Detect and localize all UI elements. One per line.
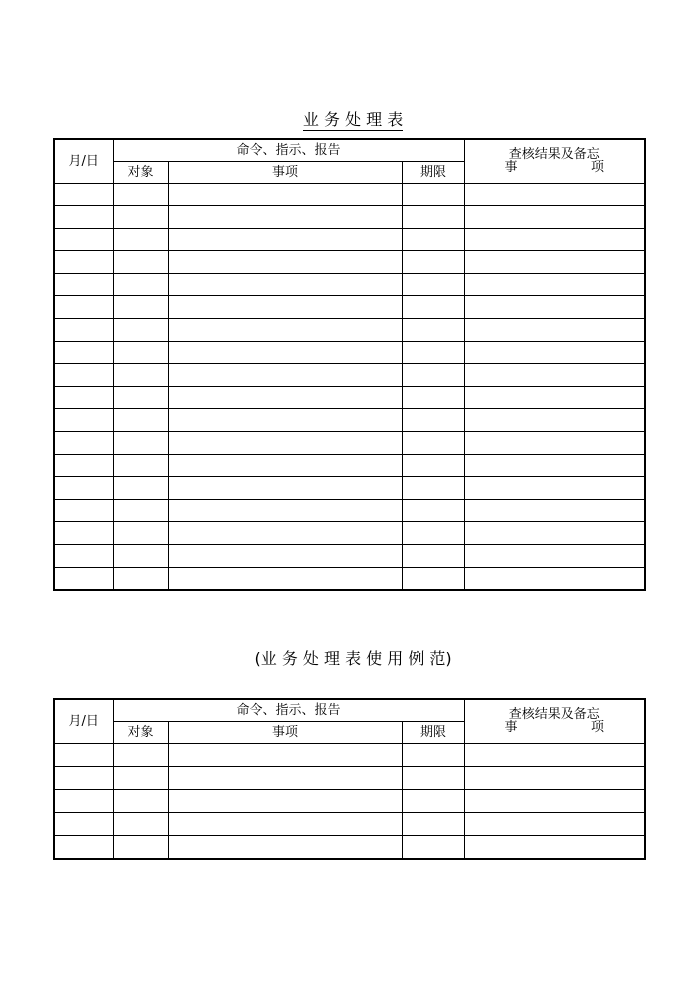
matter-cell[interactable] <box>168 319 402 342</box>
target-cell[interactable] <box>113 789 168 812</box>
target-cell[interactable] <box>113 319 168 342</box>
deadline-cell[interactable] <box>402 206 464 229</box>
matter-cell[interactable] <box>168 386 402 409</box>
matter-cell[interactable] <box>168 273 402 296</box>
remarks-cell[interactable] <box>464 836 645 859</box>
deadline-cell[interactable] <box>402 409 464 432</box>
target-cell[interactable] <box>113 341 168 364</box>
target-cell[interactable] <box>113 499 168 522</box>
target-cell[interactable] <box>113 545 168 568</box>
target-cell[interactable] <box>113 364 168 387</box>
remarks-cell[interactable] <box>464 477 645 500</box>
matter-cell[interactable] <box>168 545 402 568</box>
date-cell[interactable] <box>54 567 113 590</box>
remarks-cell[interactable] <box>464 567 645 590</box>
matter-cell[interactable] <box>168 251 402 274</box>
date-cell[interactable] <box>54 206 113 229</box>
target-cell[interactable] <box>113 454 168 477</box>
matter-cell[interactable] <box>168 296 402 319</box>
date-header: 月/日 <box>54 699 113 743</box>
date-cell[interactable] <box>54 522 113 545</box>
date-cell[interactable] <box>54 341 113 364</box>
target-cell[interactable] <box>113 477 168 500</box>
date-cell[interactable] <box>54 789 113 812</box>
matter-header: 事项 <box>168 721 402 743</box>
deadline-cell[interactable] <box>402 836 464 859</box>
table-row <box>54 813 645 836</box>
target-cell[interactable] <box>113 522 168 545</box>
remarks-cell[interactable] <box>464 432 645 455</box>
table-row <box>54 386 645 409</box>
remarks-cell[interactable] <box>464 743 645 766</box>
deadline-cell[interactable] <box>402 341 464 364</box>
date-cell[interactable] <box>54 183 113 206</box>
date-cell[interactable] <box>54 251 113 274</box>
deadline-header: 期限 <box>402 161 464 183</box>
remarks-cell[interactable] <box>464 273 645 296</box>
deadline-cell[interactable] <box>402 319 464 342</box>
date-cell[interactable] <box>54 499 113 522</box>
remarks-cell[interactable] <box>464 813 645 836</box>
remarks-header <box>464 699 645 743</box>
table-row <box>54 836 645 859</box>
matter-cell[interactable] <box>168 499 402 522</box>
deadline-cell[interactable] <box>402 477 464 500</box>
deadline-cell[interactable] <box>402 766 464 789</box>
date-cell[interactable] <box>54 432 113 455</box>
target-cell[interactable] <box>113 813 168 836</box>
deadline-cell[interactable] <box>402 454 464 477</box>
remarks-cell[interactable] <box>464 364 645 387</box>
deadline-cell[interactable] <box>402 743 464 766</box>
matter-cell[interactable] <box>168 836 402 859</box>
table-row <box>54 766 645 789</box>
matter-cell[interactable] <box>168 567 402 590</box>
remarks-cell[interactable] <box>464 183 645 206</box>
remarks-header-char-2: 项 <box>591 720 605 736</box>
date-cell[interactable] <box>54 743 113 766</box>
target-cell[interactable] <box>113 432 168 455</box>
remarks-header <box>464 139 645 183</box>
target-cell[interactable] <box>113 836 168 859</box>
matter-cell[interactable] <box>168 364 402 387</box>
target-header: 对象 <box>113 721 168 743</box>
remarks-cell[interactable] <box>464 454 645 477</box>
matter-header: 事项 <box>168 161 402 183</box>
remarks-cell[interactable] <box>464 341 645 364</box>
deadline-cell[interactable] <box>402 183 464 206</box>
date-cell[interactable] <box>54 364 113 387</box>
date-cell[interactable] <box>54 319 113 342</box>
remarks-header-char-1: 事 <box>504 160 518 176</box>
table-row <box>54 522 645 545</box>
remarks-header-char-1: 事 <box>504 720 518 736</box>
date-cell[interactable] <box>54 836 113 859</box>
group-header: 命令、指示、报告 <box>113 139 464 161</box>
target-cell[interactable] <box>113 743 168 766</box>
date-cell[interactable] <box>54 296 113 319</box>
deadline-cell[interactable] <box>402 545 464 568</box>
deadline-header: 期限 <box>402 721 464 743</box>
date-cell[interactable] <box>54 273 113 296</box>
table-row <box>54 228 645 251</box>
matter-cell[interactable] <box>168 522 402 545</box>
target-cell[interactable] <box>113 251 168 274</box>
deadline-cell[interactable] <box>402 567 464 590</box>
matter-cell[interactable] <box>168 409 402 432</box>
target-cell[interactable] <box>113 567 168 590</box>
target-cell[interactable] <box>113 409 168 432</box>
deadline-cell[interactable] <box>402 499 464 522</box>
deadline-cell[interactable] <box>402 432 464 455</box>
remarks-header-line2 <box>465 161 645 174</box>
table-row <box>54 183 645 206</box>
business-table <box>53 138 646 591</box>
deadline-cell[interactable] <box>402 789 464 812</box>
deadline-cell[interactable] <box>402 364 464 387</box>
date-cell[interactable] <box>54 766 113 789</box>
table-row <box>54 341 645 364</box>
date-cell[interactable] <box>54 386 113 409</box>
deadline-cell[interactable] <box>402 522 464 545</box>
remarks-cell[interactable] <box>464 386 645 409</box>
table-row <box>54 364 645 387</box>
table-row <box>54 743 645 766</box>
matter-cell[interactable] <box>168 454 402 477</box>
matter-cell[interactable] <box>168 206 402 229</box>
deadline-cell[interactable] <box>402 273 464 296</box>
table-row <box>54 454 645 477</box>
table-row <box>54 319 645 342</box>
table-row <box>54 477 645 500</box>
matter-cell[interactable] <box>168 743 402 766</box>
remarks-cell[interactable] <box>464 499 645 522</box>
table-row <box>54 789 645 812</box>
table-row <box>54 273 645 296</box>
target-cell[interactable] <box>113 228 168 251</box>
matter-cell[interactable] <box>168 183 402 206</box>
remarks-cell[interactable] <box>464 228 645 251</box>
target-cell[interactable] <box>113 386 168 409</box>
target-cell[interactable] <box>113 273 168 296</box>
target-cell[interactable] <box>113 296 168 319</box>
matter-cell[interactable] <box>168 813 402 836</box>
matter-cell[interactable] <box>168 477 402 500</box>
date-cell[interactable] <box>54 477 113 500</box>
remarks-header-line2 <box>465 721 645 734</box>
date-cell[interactable] <box>54 228 113 251</box>
table-row <box>54 432 645 455</box>
remarks-cell[interactable] <box>464 251 645 274</box>
matter-cell[interactable] <box>168 228 402 251</box>
target-cell[interactable] <box>113 206 168 229</box>
matter-cell[interactable] <box>168 766 402 789</box>
remarks-cell[interactable] <box>464 319 645 342</box>
example-title-text: (业 务 处 理 表 使 用 例 范) <box>254 649 452 668</box>
remarks-cell[interactable] <box>464 545 645 568</box>
target-cell[interactable] <box>113 766 168 789</box>
deadline-cell[interactable] <box>402 813 464 836</box>
target-header: 对象 <box>113 161 168 183</box>
target-cell[interactable] <box>113 183 168 206</box>
remarks-cell[interactable] <box>464 789 645 812</box>
remarks-cell[interactable] <box>464 766 645 789</box>
matter-cell[interactable] <box>168 789 402 812</box>
table-row <box>54 296 645 319</box>
date-cell[interactable] <box>54 454 113 477</box>
table-row <box>54 545 645 568</box>
form-title <box>0 88 696 130</box>
matter-cell[interactable] <box>168 341 402 364</box>
matter-cell[interactable] <box>168 432 402 455</box>
deadline-cell[interactable] <box>402 251 464 274</box>
table-row <box>54 567 645 590</box>
example-table <box>53 698 646 860</box>
form-title-text: 业 务 处 理 表 <box>302 110 404 129</box>
table-row <box>54 251 645 274</box>
table-row <box>54 499 645 522</box>
date-header: 月/日 <box>54 139 113 183</box>
group-header: 命令、指示、报告 <box>113 699 464 721</box>
remarks-cell[interactable] <box>464 409 645 432</box>
example-title <box>0 627 696 669</box>
table-row <box>54 206 645 229</box>
remarks-header-line1: 查核结果及备忘 <box>508 147 600 163</box>
remarks-header-line1: 查核结果及备忘 <box>508 707 600 723</box>
date-cell[interactable] <box>54 409 113 432</box>
remarks-cell[interactable] <box>464 206 645 229</box>
table-row <box>54 409 645 432</box>
deadline-cell[interactable] <box>402 386 464 409</box>
deadline-cell[interactable] <box>402 228 464 251</box>
date-cell[interactable] <box>54 813 113 836</box>
deadline-cell[interactable] <box>402 296 464 319</box>
remarks-cell[interactable] <box>464 296 645 319</box>
remarks-cell[interactable] <box>464 522 645 545</box>
date-cell[interactable] <box>54 545 113 568</box>
remarks-header-char-2: 项 <box>591 160 605 176</box>
